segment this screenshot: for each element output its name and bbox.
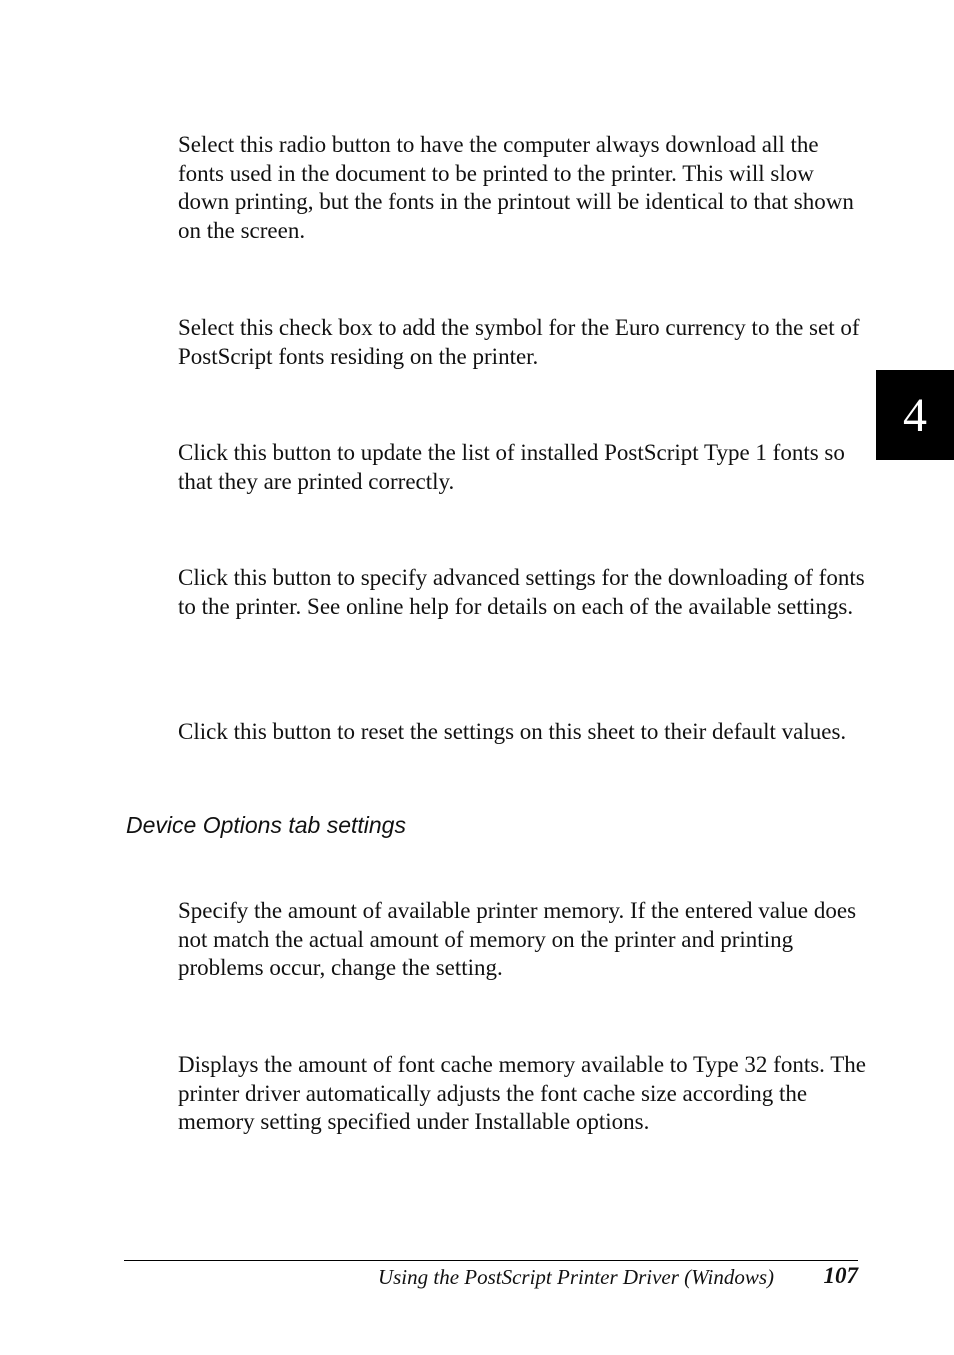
paragraph-euro-symbol: Select this check box to add the symbol for the Euro currency to the set of PostScript fonts residing on the printer. bbox=[178, 315, 860, 369]
footer-rule bbox=[124, 1260, 858, 1261]
footer-title: Using the PostScript Printer Driver (Windows) bbox=[377, 1265, 774, 1289]
section-heading: Device Options tab settings bbox=[126, 812, 406, 838]
chapter-tab: 4 bbox=[876, 370, 954, 460]
paragraph-reset-defaults: Click this button to reset the settings on this sheet to their default values. bbox=[178, 719, 847, 744]
paragraph-update-fonts: Click this button to update the list of installed PostScript Type 1 fonts so that they are printed correctly. bbox=[178, 440, 845, 494]
paragraph-font-download: Select this radio button to have the computer always download all the fonts used in the document to be printed to the printer. This will slow down printing, but the fonts in the printout will be identical to that shown on the screen. bbox=[178, 132, 854, 243]
paragraph-printer-memory: Specify the amount of available printer memory. If the entered value does not match the actual amount of memory on the printer and printing problems occur, change the setting. bbox=[178, 898, 857, 981]
paragraph-advanced-settings: Click this button to specify advanced settings for the downloading of fonts to the printer. See online help for details on each of the available settings. bbox=[178, 565, 865, 619]
page-number: 107 bbox=[823, 1263, 858, 1288]
paragraph-font-cache: Displays the amount of font cache memory available to Type 32 fonts. The printer driver automatically adjusts the font cache size according the memory setting specified under Installable options. bbox=[178, 1052, 867, 1135]
